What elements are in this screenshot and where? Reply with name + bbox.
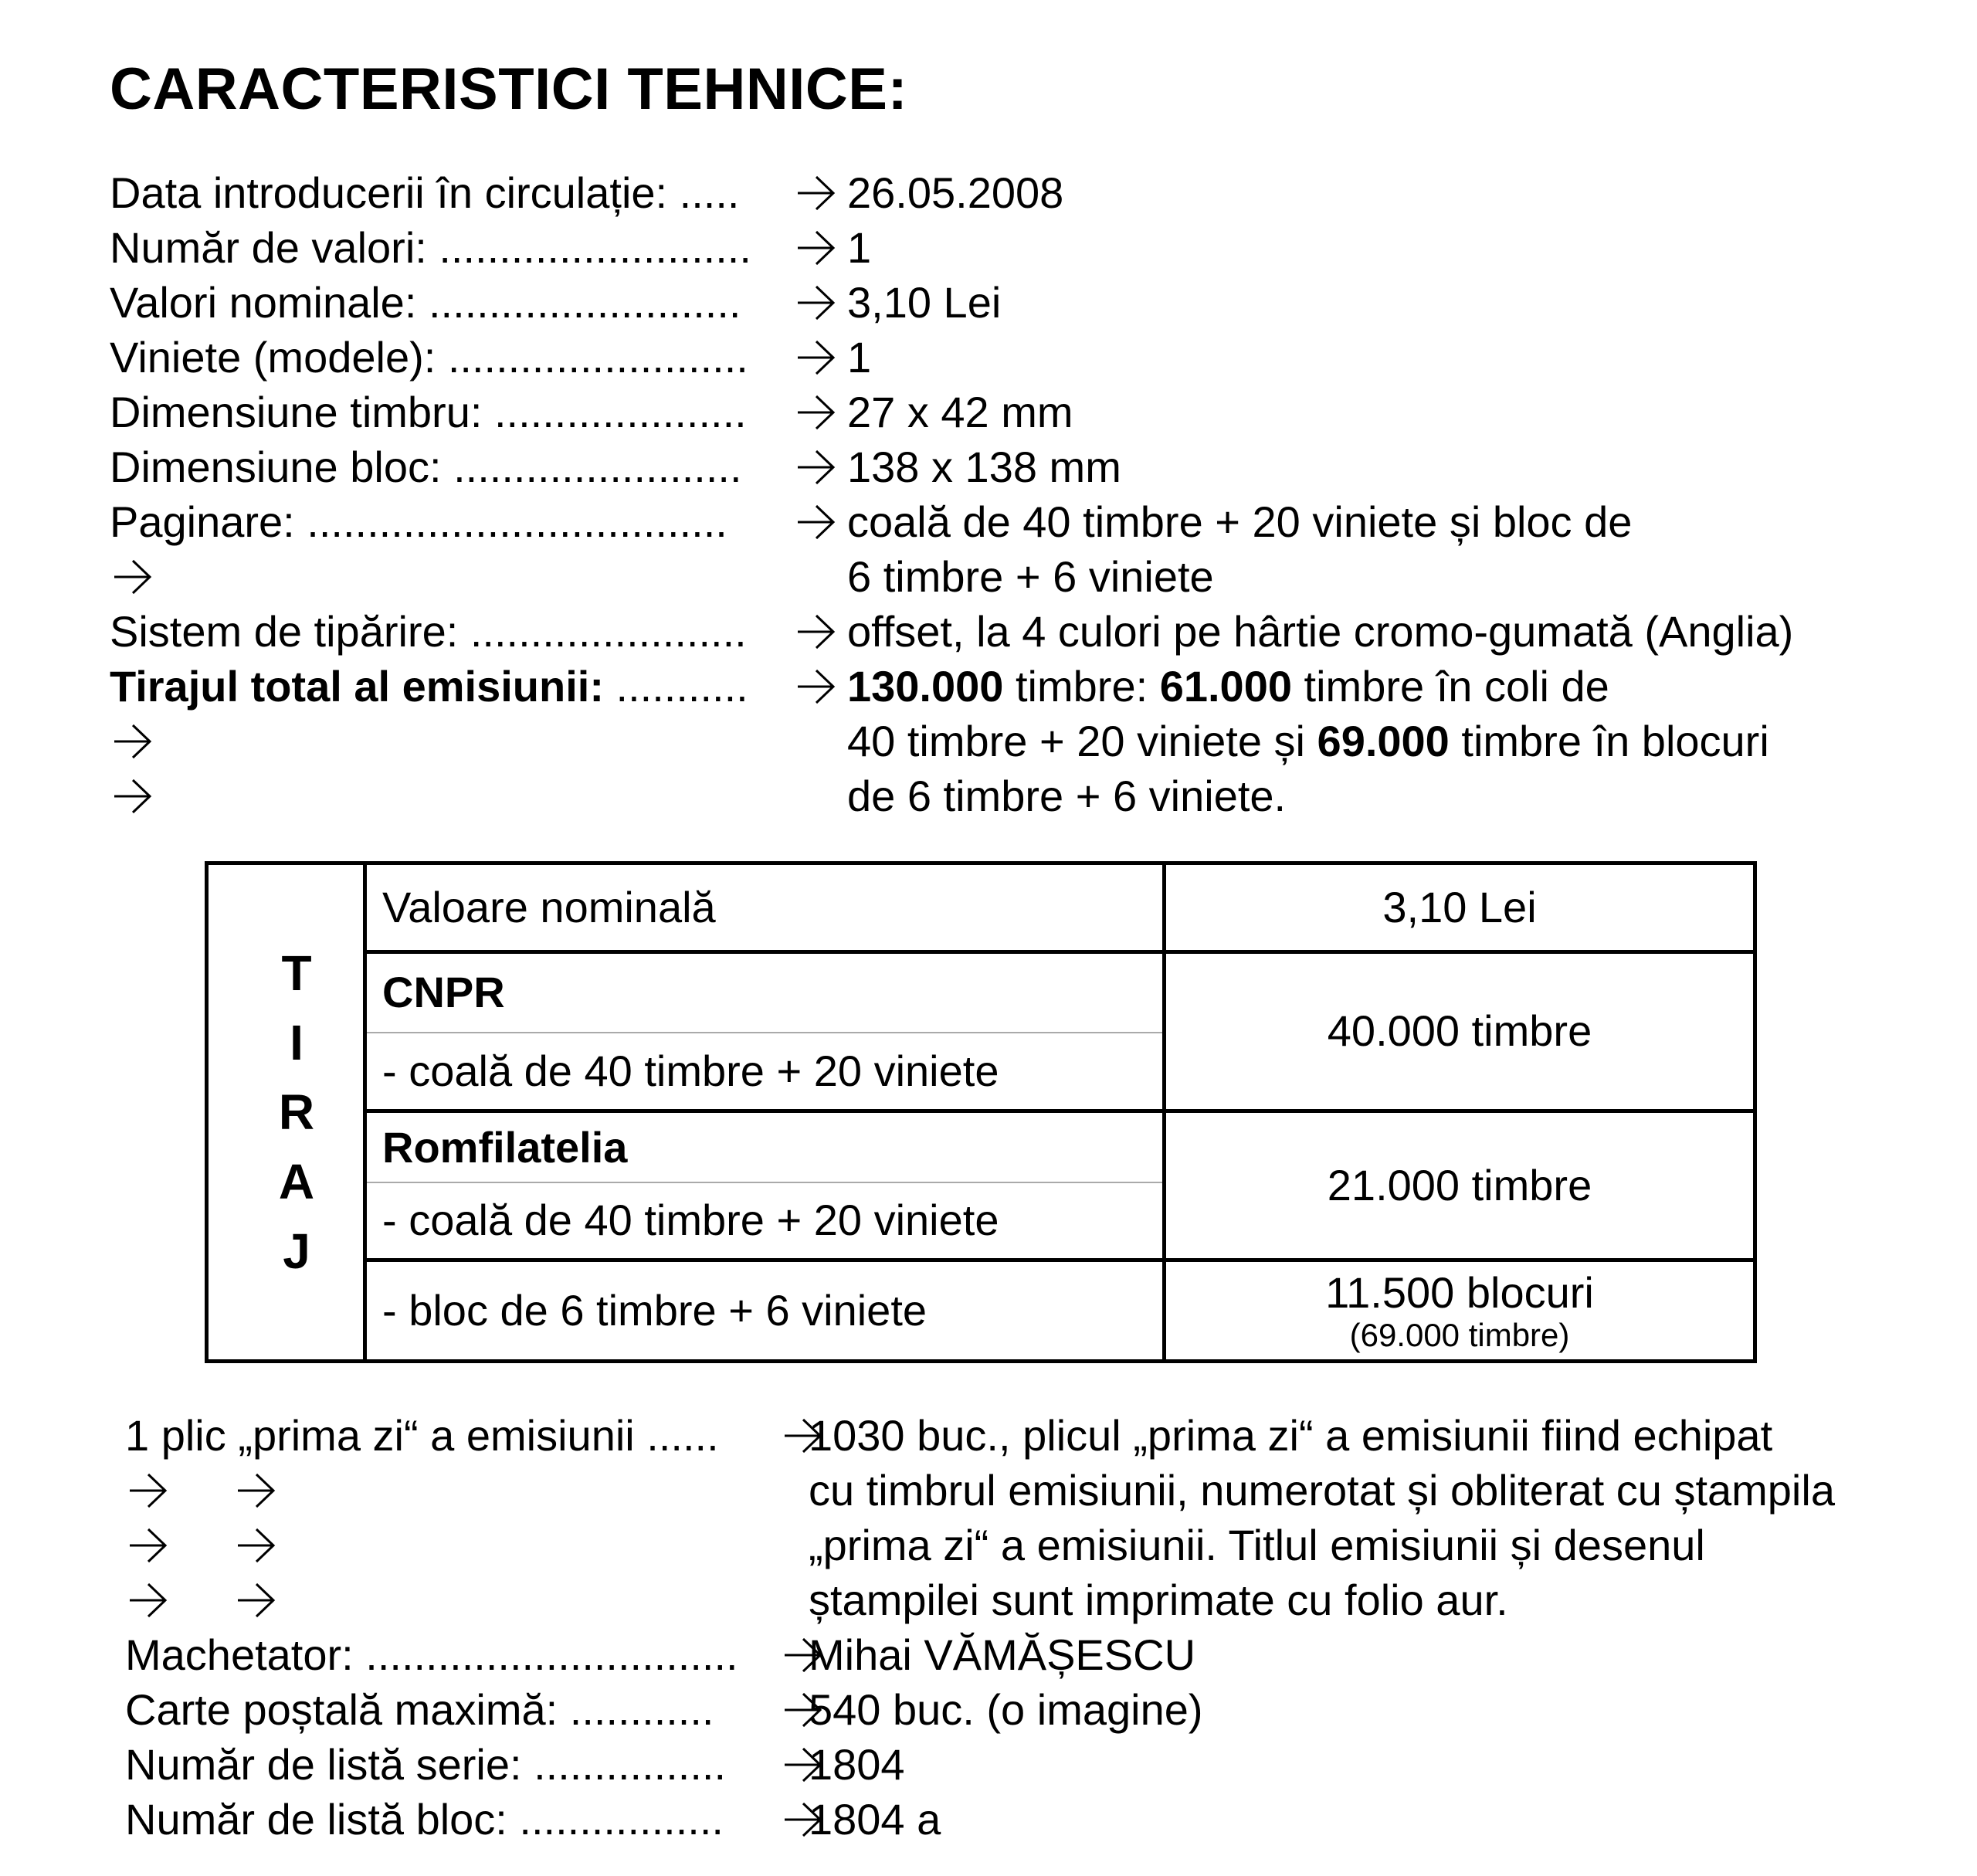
spec-row: [110, 495, 1963, 549]
romfilatelia-heading: Romfilatelia: [365, 1111, 1165, 1182]
bloc-value-sub: (69.000 timbre): [1349, 1317, 1570, 1354]
tab-arrow-icon: [793, 660, 839, 714]
table-row: [207, 1111, 1755, 1182]
romfilatelia-value: 21.000 timbre: [1165, 1111, 1755, 1260]
spec-value: coală de 40 timbre + 20 viniete și bloc de: [847, 497, 1633, 546]
spec-label: Sistem de tipărire: .......................: [110, 607, 747, 656]
detail-label: Număr de listă bloc: .................: [125, 1795, 724, 1844]
tab-arrow-icon: [793, 605, 839, 659]
spec-row: [110, 385, 1963, 439]
plic-value-line: ștampilei sunt imprimate cu folio aur.: [809, 1576, 1508, 1624]
tab-arrow-icon: [125, 1518, 171, 1572]
tiraj-letter: T: [281, 945, 312, 1001]
tiraj-total-line-2: 40 timbre + 20 viniete și 69.000 timbre în blocuri: [847, 717, 1769, 765]
spec-value: 1: [847, 333, 872, 382]
spec-row: [110, 276, 1963, 330]
spec-row: [110, 166, 1963, 220]
cnpr-heading: CNPR: [365, 952, 1165, 1032]
tab-arrow-icon: [793, 276, 839, 330]
nominal-value-cell: 3,10 Lei: [1165, 863, 1755, 952]
spec-label: Dimensiune bloc: ........................: [110, 443, 742, 491]
spec-value: 27 x 42 mm: [847, 388, 1073, 436]
detail-value: 1804 a: [809, 1795, 941, 1844]
cnpr-item: - coală de 40 timbre + 20 viniete: [365, 1033, 1165, 1111]
spec-label: Viniete (modele): .........................: [110, 333, 748, 382]
spec-row: [110, 221, 1963, 275]
tiraj-total-label: Tirajul total al emisiunii: ...........: [110, 662, 748, 711]
tiraj-letter: A: [278, 1154, 315, 1209]
tab-arrow-icon: [110, 550, 156, 604]
detail-label: Număr de listă serie: ................: [125, 1740, 727, 1789]
tab-arrow-icon: [793, 331, 839, 385]
page-title: CARACTERISTICI TEHNICE:: [110, 56, 908, 122]
tiraj-total-continuation: [110, 769, 1963, 823]
table-row: [207, 952, 1755, 1032]
tab-arrow-icon: [125, 1573, 171, 1627]
tiraj-total-line-3: de 6 timbre + 6 viniete.: [847, 772, 1287, 820]
bloc-item: - bloc de 6 timbre + 6 viniete: [365, 1260, 1165, 1361]
plic-value-line: 1030 buc., plicul „prima zi“ a emisiunii fiind echipat: [809, 1411, 1773, 1460]
plic-row: [125, 1409, 1963, 1463]
detail-row: [125, 1793, 1963, 1847]
spec-label: Dimensiune timbru: .....................: [110, 388, 747, 436]
tab-arrow-icon: [233, 1464, 280, 1518]
detail-label: Carte poștală maximă: ............: [125, 1685, 714, 1734]
detail-label: Machetator: ...............................: [125, 1630, 738, 1679]
plic-continuation: [125, 1464, 1963, 1518]
detail-row: [125, 1683, 1963, 1737]
spec-label: Număr de valori: ..........................: [110, 223, 751, 272]
detail-value: 540 buc. (o imagine): [809, 1685, 1203, 1734]
detail-value: Mihai VĂMĂȘESCU: [809, 1630, 1196, 1679]
spec-label: Data introducerii în circulație: .....: [110, 168, 740, 217]
tab-arrow-icon: [793, 166, 839, 220]
tiraj-letter: I: [290, 1015, 304, 1070]
spec-row: [110, 440, 1963, 494]
table-row: [207, 1260, 1755, 1361]
tab-arrow-icon: [793, 440, 839, 494]
cnpr-value: 40.000 timbre: [1165, 952, 1755, 1111]
nominal-label-cell: Valoare nominală: [365, 863, 1165, 952]
tab-arrow-icon: [110, 714, 156, 768]
tiraj-letter: J: [283, 1223, 310, 1279]
detail-row: [125, 1628, 1963, 1682]
spec-label: Valori nominale: ..........................: [110, 278, 741, 327]
spec-value: 1: [847, 223, 872, 272]
tab-arrow-icon: [793, 495, 839, 549]
tab-arrow-icon: [110, 769, 156, 823]
plic-label: 1 plic „prima zi“ a emisiunii ......: [125, 1411, 719, 1460]
plic-value-line: cu timbrul emisiunii, numerotat și obliterat cu ștampila: [809, 1466, 1835, 1515]
tab-arrow-icon: [125, 1464, 171, 1518]
spec-row: [110, 605, 1963, 659]
spec-value: offset, la 4 culori pe hârtie cromo-gumată (Anglia): [847, 607, 1794, 656]
tab-arrow-icon: [233, 1518, 280, 1572]
spec-value: 26.05.2008: [847, 168, 1064, 217]
detail-value: 1804: [809, 1740, 905, 1789]
spec-row-continuation: [110, 550, 1963, 604]
tiraj-table: [205, 861, 1757, 1363]
detail-row: [125, 1738, 1963, 1792]
spec-row: [110, 331, 1963, 385]
spec-value-continuation: 6 timbre + 6 viniete: [847, 552, 1214, 601]
plic-continuation: [125, 1573, 1963, 1627]
tab-arrow-icon: [793, 385, 839, 439]
tab-arrow-icon: [233, 1573, 280, 1627]
plic-value-line: „prima zi“ a emisiunii. Titlul emisiunii și desenul: [809, 1521, 1705, 1569]
plic-continuation: [125, 1518, 1963, 1572]
tiraj-total-continuation: [110, 714, 1963, 768]
tiraj-total-row: [110, 660, 1963, 714]
tab-arrow-icon: [793, 221, 839, 275]
romfilatelia-item: - coală de 40 timbre + 20 viniete: [365, 1182, 1165, 1260]
bloc-value: 11.500 blocuri: [1325, 1267, 1594, 1317]
spec-label: Paginare: ...................................: [110, 497, 727, 546]
spec-value: 3,10 Lei: [847, 278, 1002, 327]
bloc-value-cell: [1165, 1260, 1755, 1361]
tiraj-vertical-label: [207, 863, 365, 1362]
spec-value: 138 x 138 mm: [847, 443, 1121, 491]
tiraj-total-value: 130.000 timbre: 61.000 timbre în coli de: [847, 662, 1609, 711]
table-row: [207, 863, 1755, 952]
tiraj-letter: R: [278, 1084, 315, 1140]
